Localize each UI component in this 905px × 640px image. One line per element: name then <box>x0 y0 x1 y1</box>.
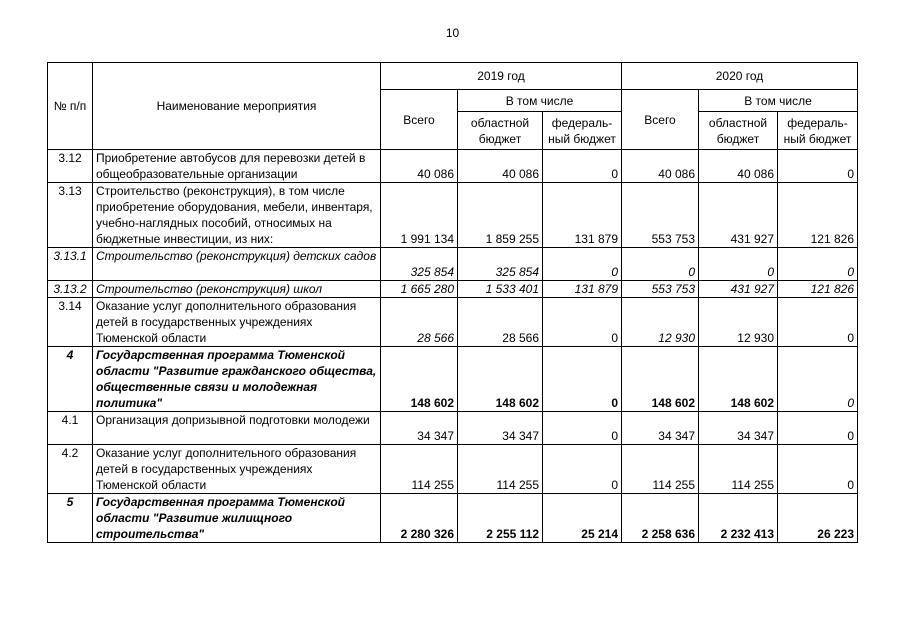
row-code: 3.12 <box>48 150 93 183</box>
row-name: Организация допризывной подготовки молодежи <box>93 412 381 445</box>
header-regional-2020: областной бюджет <box>699 112 778 150</box>
cell-total-2020: 40 086 <box>622 150 699 183</box>
cell-federal-2020: 0 <box>778 347 858 412</box>
table-row <box>48 445 858 494</box>
cell-total-2019: 325 854 <box>381 248 458 281</box>
table-row <box>48 150 858 183</box>
cell-regional-2020: 2 232 413 <box>699 494 778 543</box>
cell-total-2020: 114 255 <box>622 445 699 494</box>
cell-federal-2020: 0 <box>778 248 858 281</box>
cell-federal-2020: 26 223 <box>778 494 858 543</box>
cell-regional-2020: 40 086 <box>699 150 778 183</box>
header-federal-2020: федераль- ный бюджет <box>778 112 858 150</box>
cell-regional-2020: 34 347 <box>699 412 778 445</box>
cell-regional-2019: 2 255 112 <box>458 494 543 543</box>
row-code: 3.14 <box>48 298 93 347</box>
cell-federal-2020: 0 <box>778 150 858 183</box>
row-name: Оказание услуг дополнительного образования детей в государственных учреждениях Тюменской области <box>93 445 381 494</box>
table-row <box>48 347 858 412</box>
cell-federal-2020: 0 <box>778 298 858 347</box>
cell-federal-2019: 0 <box>543 248 622 281</box>
row-code: 4.2 <box>48 445 93 494</box>
cell-federal-2019: 0 <box>543 347 622 412</box>
header-total-2020: Всего <box>622 90 699 150</box>
cell-total-2019: 40 086 <box>381 150 458 183</box>
cell-federal-2019: 0 <box>543 298 622 347</box>
cell-regional-2019: 148 602 <box>458 347 543 412</box>
cell-regional-2019: 1 859 255 <box>458 183 543 248</box>
cell-total-2020: 2 258 636 <box>622 494 699 543</box>
row-code: 5 <box>48 494 93 543</box>
header-name: Наименование мероприятия <box>93 63 381 150</box>
cell-total-2020: 12 930 <box>622 298 699 347</box>
table-row <box>48 298 858 347</box>
page-number: 10 <box>445 26 460 40</box>
header-year-2020: 2020 год <box>622 63 858 90</box>
header-year-2019: 2019 год <box>381 63 622 90</box>
row-code: 3.13 <box>48 183 93 248</box>
row-name: Государственная программа Тюменской области "Развитие жилищного строительства" <box>93 494 381 543</box>
cell-regional-2020: 148 602 <box>699 347 778 412</box>
table-row <box>48 494 858 543</box>
header-num: № п/п <box>48 63 93 150</box>
budget-table <box>47 62 858 543</box>
cell-federal-2020: 121 826 <box>778 183 858 248</box>
cell-federal-2019: 0 <box>543 150 622 183</box>
table-row <box>48 412 858 445</box>
cell-federal-2019: 131 879 <box>543 183 622 248</box>
cell-total-2019: 1 991 134 <box>381 183 458 248</box>
cell-total-2020: 148 602 <box>622 347 699 412</box>
cell-regional-2019: 28 566 <box>458 298 543 347</box>
cell-total-2019: 148 602 <box>381 347 458 412</box>
cell-regional-2020: 0 <box>699 248 778 281</box>
cell-total-2019: 2 280 326 <box>381 494 458 543</box>
cell-total-2020: 0 <box>622 248 699 281</box>
cell-federal-2019: 131 879 <box>543 281 622 298</box>
cell-federal-2019: 25 214 <box>543 494 622 543</box>
cell-total-2020: 553 753 <box>622 183 699 248</box>
row-name: Государственная программа Тюменской области "Развитие гражданского общества, общественные связи и молодежная политика" <box>93 347 381 412</box>
header-including-2019: В том числе <box>458 90 622 112</box>
table-row <box>48 248 858 281</box>
header-total-2019: Всего <box>381 90 458 150</box>
row-code: 4.1 <box>48 412 93 445</box>
cell-federal-2019: 0 <box>543 412 622 445</box>
row-code: 3.13.2 <box>48 281 93 298</box>
cell-regional-2019: 1 533 401 <box>458 281 543 298</box>
row-name: Оказание услуг дополнительного образования детей в государственных учреждениях Тюменской области <box>93 298 381 347</box>
cell-federal-2020: 0 <box>778 445 858 494</box>
row-name: Приобретение автобусов для перевозки детей в общеобразовательные организации <box>93 150 381 183</box>
header-federal-2019: федераль- ный бюджет <box>543 112 622 150</box>
cell-regional-2019: 114 255 <box>458 445 543 494</box>
row-name: Строительство (реконструкция) детских садов <box>93 248 381 281</box>
cell-federal-2020: 121 826 <box>778 281 858 298</box>
cell-regional-2019: 34 347 <box>458 412 543 445</box>
cell-total-2020: 553 753 <box>622 281 699 298</box>
cell-regional-2020: 12 930 <box>699 298 778 347</box>
row-code: 3.13.1 <box>48 248 93 281</box>
cell-regional-2019: 325 854 <box>458 248 543 281</box>
cell-total-2019: 34 347 <box>381 412 458 445</box>
cell-regional-2020: 431 927 <box>699 183 778 248</box>
cell-federal-2020: 0 <box>778 412 858 445</box>
cell-federal-2019: 0 <box>543 445 622 494</box>
row-name: Строительство (реконструкция), в том числе приобретение оборудования, мебели, инвентаря, учебно-наглядных пособий, относимых на бюджетные инвестиции, из них: <box>93 183 381 248</box>
table-row <box>48 281 858 298</box>
header-including-2020: В том числе <box>699 90 858 112</box>
cell-total-2019: 114 255 <box>381 445 458 494</box>
cell-total-2019: 1 665 280 <box>381 281 458 298</box>
cell-regional-2020: 431 927 <box>699 281 778 298</box>
header-regional-2019: областной бюджет <box>458 112 543 150</box>
cell-total-2019: 28 566 <box>381 298 458 347</box>
row-name: Строительство (реконструкция) школ <box>93 281 381 298</box>
cell-total-2020: 34 347 <box>622 412 699 445</box>
cell-regional-2019: 40 086 <box>458 150 543 183</box>
table-row <box>48 183 858 248</box>
cell-regional-2020: 114 255 <box>699 445 778 494</box>
row-code: 4 <box>48 347 93 412</box>
